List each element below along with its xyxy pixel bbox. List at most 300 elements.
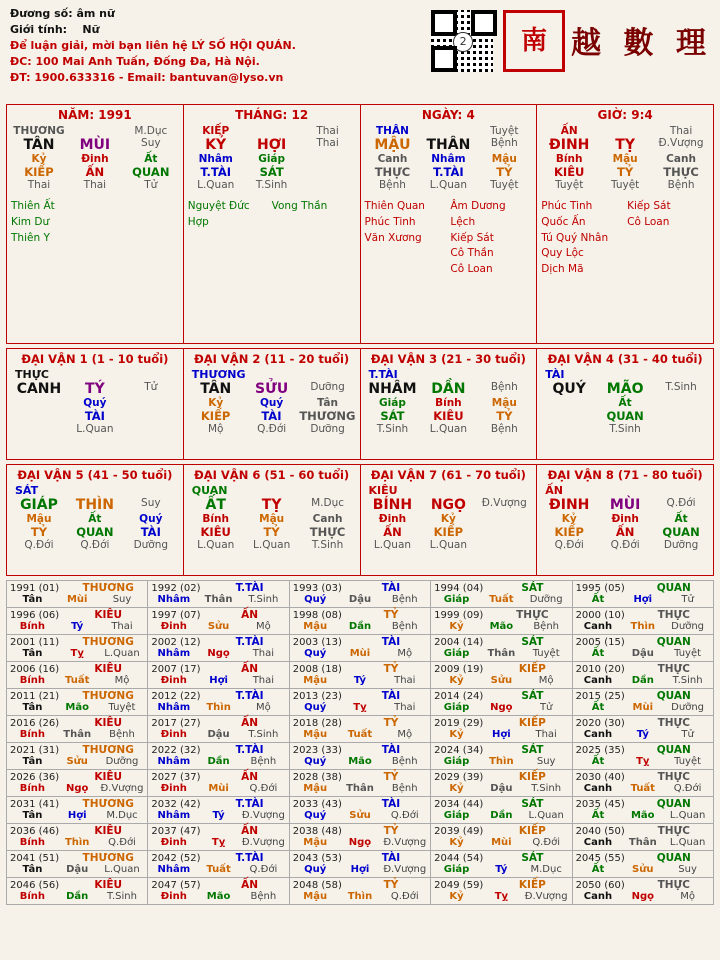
- dai-van-section-2: [6, 464, 714, 576]
- pillar-tengods-row: T.TÀI SÁT: [200, 165, 284, 179]
- year-label: 2004 (14): [434, 637, 484, 648]
- year-stem: Ất: [591, 864, 605, 875]
- year-stage: Q.Đới: [532, 837, 561, 848]
- year-stage: L.Quan: [104, 864, 140, 875]
- year-ten-god: THƯƠNG: [82, 690, 134, 702]
- year-stem: Canh: [583, 621, 613, 632]
- year-ten-god: SÁT: [521, 582, 544, 594]
- year-cell[interactable]: [7, 770, 148, 797]
- qr-code-icon: [431, 10, 493, 72]
- dai-van-8: ĐẠI VẬN 8 (71 - 80 tuổi) ẤN ĐINH MÙI Q.Đới Kỷ Đinh Ất KIẾP ẤN QUAN Q.Đới Q.Đới Dưỡng: [545, 468, 703, 551]
- table-row: [7, 608, 714, 635]
- year-label: 2034 (44): [434, 799, 484, 810]
- year-cell[interactable]: [572, 716, 713, 743]
- year-ten-god: T.TÀI: [235, 744, 264, 756]
- year-branch: Dần: [490, 810, 513, 821]
- year-cell[interactable]: [431, 716, 572, 743]
- year-branch: Tý: [495, 864, 508, 875]
- dai-van-5: ĐẠI VẬN 5 (41 - 50 tuổi) SÁT GIÁP THÌN Suy Mậu Ất Quý TỶ QUAN TÀI Q.Đới Q.Đới Dưỡng: [7, 465, 184, 575]
- year-stem: Bính: [19, 675, 46, 686]
- year-stage: T.Sinh: [531, 783, 562, 794]
- year-stem: Quý: [304, 756, 327, 767]
- year-ten-god: T.TÀI: [235, 636, 264, 648]
- year-stem: Giáp: [443, 702, 470, 713]
- year-stage: L.Quan: [669, 837, 706, 848]
- year-label: 2018 (28): [292, 718, 342, 729]
- year-label: 2032 (42): [151, 799, 201, 810]
- year-stem: Canh: [583, 783, 613, 794]
- year-cell[interactable]: [148, 797, 289, 824]
- year-ten-god: SÁT: [521, 636, 544, 648]
- year-stem: Giáp: [443, 648, 470, 659]
- year-branch: Mão: [630, 810, 655, 821]
- year-branch: Mão: [65, 702, 89, 713]
- year-cell[interactable]: [148, 824, 289, 851]
- dai-van-3: ĐẠI VẬN 3 (21 - 30 tuổi) T.TÀI NHÂM DẦN Bệnh Giáp Bính Mậu SÁT KIÊU TỶ T.Sinh L.Quan Bệnh: [361, 349, 538, 459]
- year-ten-god: T.TÀI: [235, 852, 264, 864]
- year-branch: Thìn: [64, 837, 90, 848]
- year-branch: Thân: [204, 594, 233, 605]
- year-stem: Ất: [591, 594, 605, 605]
- year-stage: Q.Đới: [673, 783, 702, 794]
- year-stem: Canh: [583, 729, 613, 740]
- table-row: [7, 581, 714, 608]
- year-label: 2017 (27): [151, 718, 201, 729]
- year-label: 2038 (48): [292, 826, 342, 837]
- year-cell[interactable]: [148, 662, 289, 689]
- year-stage: Bệnh: [109, 729, 135, 740]
- year-stage: Thai: [252, 675, 275, 686]
- year-ten-god: TỶ: [383, 825, 399, 837]
- year-stem: Kỷ: [449, 621, 464, 632]
- year-label: 2011 (21): [10, 691, 60, 702]
- year-stem: Đinh: [160, 837, 187, 848]
- year-branch: Tuất: [489, 594, 514, 605]
- pillar-top-row: ẤN Thai: [560, 125, 693, 137]
- year-ten-god: THƯƠNG: [82, 744, 134, 756]
- pillar-hidden-row: Bính Mậu Canh: [555, 153, 696, 165]
- year-label: 2012 (22): [151, 691, 201, 702]
- pillar-stages-row: L.Quan T.Sinh: [197, 179, 288, 191]
- year-stage: Thai: [111, 621, 133, 632]
- year-cell[interactable]: [289, 878, 430, 905]
- year-cell[interactable]: [431, 797, 572, 824]
- year-cell[interactable]: [289, 743, 430, 770]
- year-ten-god: KIÊU: [94, 609, 123, 621]
- table-row: [7, 689, 714, 716]
- year-stem: Bính: [19, 783, 46, 794]
- year-ten-god: TÀI: [381, 690, 401, 702]
- year-branch: Ngọ: [631, 891, 654, 902]
- year-cell[interactable]: [7, 581, 148, 608]
- year-label: 2001 (11): [10, 637, 60, 648]
- table-row: [7, 851, 714, 878]
- year-cell[interactable]: [289, 797, 430, 824]
- year-branch: Thân: [487, 648, 516, 659]
- year-label: 2022 (32): [151, 745, 201, 756]
- year-stem: Bính: [19, 621, 46, 632]
- year-ten-god: QUAN: [656, 690, 691, 702]
- year-stem: Mậu: [303, 891, 328, 902]
- year-branch: Tỵ: [211, 837, 226, 848]
- year-ten-god: TÀI: [381, 744, 401, 756]
- year-stage: Mộ: [397, 648, 413, 659]
- year-label: 1999 (09): [434, 610, 484, 621]
- year-stem: Mậu: [303, 837, 328, 848]
- year-branch: Mão: [489, 621, 514, 632]
- year-stem: Canh: [583, 891, 613, 902]
- year-label: 1991 (01): [10, 583, 60, 594]
- year-branch: Thìn: [206, 702, 231, 713]
- year-stem: Quý: [304, 648, 327, 659]
- year-branch: Hợi: [633, 594, 653, 605]
- year-label: 2031 (41): [10, 799, 60, 810]
- year-stage: Thai: [252, 648, 275, 659]
- year-cell[interactable]: [7, 689, 148, 716]
- year-stage: Bệnh: [250, 756, 277, 767]
- year-cell[interactable]: [431, 689, 572, 716]
- year-label: 2010 (20): [575, 664, 625, 675]
- pillar-tengods-row: KIẾP ẤN QUAN: [24, 165, 170, 179]
- dai-van-7: ĐẠI VẬN 7 (61 - 70 tuổi) KIÊU BÍNH NGỌ Đ.Vượng Đinh Kỷ ẤN KIẾP L.Quan L.Quan: [361, 465, 538, 575]
- year-stem: Tân: [22, 810, 43, 821]
- year-stem: Tân: [22, 864, 43, 875]
- year-stage: T.Sinh: [672, 675, 703, 686]
- year-cell[interactable]: [289, 608, 430, 635]
- year-branch: Dậu: [207, 729, 230, 740]
- year-label: 1997 (07): [151, 610, 201, 621]
- year-branch: Dần: [348, 621, 372, 632]
- year-branch: Ngọ: [207, 648, 230, 659]
- year-branch: Thìn: [630, 621, 656, 632]
- year-stem: Mậu: [303, 621, 328, 632]
- year-cell[interactable]: [572, 797, 713, 824]
- year-label: 2007 (17): [151, 664, 201, 675]
- year-cell[interactable]: [148, 581, 289, 608]
- year-stem: Tân: [22, 756, 43, 767]
- year-label: 2044 (54): [434, 853, 484, 864]
- year-label: 2050 (60): [575, 880, 625, 891]
- pillar-stars: Thiên Ất Kim Dư Thiên Y: [11, 200, 55, 244]
- year-label: 2024 (34): [434, 745, 484, 756]
- year-label: 1992 (02): [151, 583, 201, 594]
- year-ten-god: TÀI: [381, 636, 401, 648]
- year-ten-god: TÀI: [381, 852, 401, 864]
- year-cell[interactable]: [7, 662, 148, 689]
- year-ten-god: THƯƠNG: [82, 852, 134, 864]
- year-ten-god: THƯƠNG: [82, 582, 134, 594]
- year-stem: Kỷ: [449, 837, 464, 848]
- year-cell[interactable]: [431, 743, 572, 770]
- year-stem: Nhâm: [157, 810, 191, 821]
- pillar-stars: Nguyệt Đức Hợp Vong Thần: [187, 200, 328, 228]
- year-branch: Hợi: [492, 729, 511, 740]
- year-stage: M.Dục: [106, 810, 138, 821]
- year-stem: Nhâm: [157, 648, 191, 659]
- year-cell[interactable]: [7, 878, 148, 905]
- year-ten-god: KIẾP: [518, 825, 546, 837]
- year-ten-god: SÁT: [521, 852, 544, 864]
- table-row: [7, 797, 714, 824]
- year-stage: Q.Đới: [390, 891, 419, 902]
- year-label: 2014 (24): [434, 691, 484, 702]
- year-stage: Mộ: [538, 675, 554, 686]
- year-stem: Tân: [22, 702, 43, 713]
- year-ten-god: THỰC: [657, 663, 690, 675]
- year-label: 2030 (40): [575, 772, 625, 783]
- year-branch: Dậu: [66, 864, 89, 875]
- year-ten-god: T.TÀI: [235, 582, 264, 594]
- year-stage: Q.Đới: [390, 810, 419, 821]
- year-label: 2046 (56): [10, 880, 60, 891]
- year-stage: L.Quan: [669, 810, 706, 821]
- year-stage: Thai: [535, 729, 557, 740]
- year-stem: Mậu: [303, 675, 328, 686]
- year-stage: L.Quan: [104, 648, 140, 659]
- year-cell[interactable]: [148, 689, 289, 716]
- year-cell[interactable]: [572, 851, 713, 878]
- year-label: 2040 (50): [575, 826, 625, 837]
- year-cell[interactable]: [431, 608, 572, 635]
- table-row: [7, 770, 714, 797]
- pillar-hidden-row: Canh Nhâm Mậu: [377, 153, 517, 165]
- year-stem: Ất: [591, 702, 605, 713]
- year-cell[interactable]: [431, 851, 572, 878]
- gender-line: [10, 22, 431, 38]
- year-ten-god: KIẾP: [518, 771, 546, 783]
- year-cell[interactable]: [7, 743, 148, 770]
- year-label: 2049 (59): [434, 880, 484, 891]
- year-cell[interactable]: [572, 689, 713, 716]
- year-branch: Mùi: [632, 702, 654, 713]
- year-stem: Bính: [19, 729, 46, 740]
- year-branch: Mùi: [208, 783, 229, 794]
- year-label: 2041 (51): [10, 853, 60, 864]
- year-stage: Q.Đới: [249, 783, 278, 794]
- year-stage: Mộ: [397, 729, 413, 740]
- year-cell[interactable]: [431, 581, 572, 608]
- year-ten-god: ẤN: [241, 825, 259, 837]
- year-label: 1996 (06): [10, 610, 60, 621]
- year-ten-god: KIẾP: [518, 663, 546, 675]
- year-branch: Dần: [631, 675, 654, 686]
- year-ten-god: KIÊU: [94, 663, 123, 675]
- year-ten-god: QUAN: [656, 852, 691, 864]
- dai-van-1: ĐẠI VẬN 1 (1 - 10 tuổi) THỰC CANH TÝ Tử Quý TÀI L.Quan: [7, 349, 184, 459]
- year-branch: Ngọ: [65, 783, 89, 794]
- year-branch: Dần: [207, 756, 230, 767]
- year-cell[interactable]: [289, 716, 430, 743]
- year-label: 2033 (43): [292, 799, 342, 810]
- year-cell[interactable]: [431, 824, 572, 851]
- year-ten-god: KIẾP: [518, 879, 546, 891]
- year-label: 2020 (30): [575, 718, 625, 729]
- year-cell[interactable]: [289, 824, 430, 851]
- year-branch: Tỵ: [636, 756, 650, 767]
- year-stage: Mộ: [256, 621, 271, 632]
- year-stem: Đinh: [160, 783, 187, 794]
- year-cell[interactable]: [7, 635, 148, 662]
- year-cell[interactable]: [7, 608, 148, 635]
- year-branch: Thân: [346, 783, 374, 794]
- year-cell[interactable]: [572, 824, 713, 851]
- year-cell[interactable]: [289, 581, 430, 608]
- year-stem: Tân: [22, 594, 43, 605]
- year-label: 1994 (04): [434, 583, 484, 594]
- dai-van-2: ĐẠI VẬN 2 (11 - 20 tuổi) THƯƠNG TÂN SỬU Dưỡng Kỷ Quý Tân KIẾP TÀI THƯƠNG Mộ Q.Đới Dưỡng: [184, 349, 361, 459]
- year-stage: Bệnh: [533, 621, 560, 632]
- pillar-title: GIỜ: 9:4: [597, 108, 653, 122]
- year-stage: Bệnh: [250, 891, 277, 902]
- year-ten-god: TÀI: [381, 798, 401, 810]
- year-branch: Thân: [63, 729, 92, 740]
- year-cell[interactable]: [289, 689, 430, 716]
- pillar-stars: Thiên Quan Phúc Tinh Văn Xương Âm Dương Lệch Kiếp Sát Cô Thần Cô Loan: [364, 200, 506, 275]
- year-cell[interactable]: [572, 635, 713, 662]
- dai-van-6: ĐẠI VẬN 6 (51 - 60 tuổi) QUAN ẤT TỴ M.Dục Bính Mậu Canh KIÊU TỶ THỰC L.Quan L.Quan T.Sinh: [184, 465, 361, 575]
- year-stage: Dưỡng: [529, 594, 563, 605]
- year-cell[interactable]: [572, 608, 713, 635]
- year-ten-god: ẤN: [241, 717, 259, 729]
- year-branch: Tuất: [347, 729, 373, 740]
- year-branch: Dậu: [348, 594, 372, 605]
- year-cell[interactable]: [148, 770, 289, 797]
- year-cell[interactable]: [7, 824, 148, 851]
- year-stem: Giáp: [443, 864, 470, 875]
- year-stem: Kỷ: [449, 891, 464, 902]
- year-stem: Ất: [591, 648, 605, 659]
- gender-value: Nữ: [82, 22, 100, 36]
- year-label: 2042 (52): [151, 853, 201, 864]
- year-stage: M.Dục: [530, 864, 562, 875]
- year-stem: Nhâm: [157, 864, 191, 875]
- page-header: [0, 0, 720, 104]
- year-table-body: [7, 581, 714, 905]
- year-label: 2008 (18): [292, 664, 342, 675]
- year-branch: Sửu: [207, 621, 230, 632]
- year-cell[interactable]: [148, 716, 289, 743]
- year-cell[interactable]: [289, 851, 430, 878]
- year-stage: Suy: [678, 864, 697, 875]
- year-cell[interactable]: [431, 878, 572, 905]
- year-stem: Quý: [304, 594, 327, 605]
- year-branch: Mão: [348, 756, 372, 767]
- year-cell[interactable]: [572, 743, 713, 770]
- year-label: 2029 (39): [434, 772, 484, 783]
- year-cell[interactable]: [148, 878, 289, 905]
- pillar-tengods-row: KIÊU TỶ THỰC: [554, 165, 699, 179]
- year-stage: Mộ: [114, 675, 130, 686]
- year-cell[interactable]: [572, 878, 713, 905]
- year-cell[interactable]: [572, 770, 713, 797]
- year-ten-god: SÁT: [521, 744, 544, 756]
- year-cell[interactable]: [289, 770, 430, 797]
- year-label: 2021 (31): [10, 745, 60, 756]
- pillar-stars: Phúc Tinh Quốc Ấn Tú Quý Nhân Quy Lộc Dịch Mã Kiếp Sát Cô Loan: [541, 200, 671, 275]
- year-cell[interactable]: [572, 662, 713, 689]
- year-cell[interactable]: [572, 581, 713, 608]
- year-stem: Kỷ: [449, 783, 464, 794]
- pillar-top-row: THÂN Tuyệt: [376, 125, 519, 137]
- year-branch: Tỵ: [494, 891, 509, 902]
- year-label: 2019 (29): [434, 718, 484, 729]
- logo-text: 越 數 理: [571, 26, 712, 61]
- year-branch: Tý: [71, 621, 84, 632]
- year-branch: Thìn: [347, 891, 373, 902]
- year-ten-god: QUAN: [656, 582, 691, 594]
- year-cell[interactable]: [289, 662, 430, 689]
- pillar-stems-row: ĐINH TỴ Đ.Vượng: [549, 137, 704, 153]
- year-cell[interactable]: [431, 635, 572, 662]
- year-ten-god: TỶ: [383, 717, 399, 729]
- year-cell[interactable]: [7, 716, 148, 743]
- year-stage: Tử: [681, 594, 694, 605]
- year-cell[interactable]: [148, 851, 289, 878]
- year-branch: Dần: [66, 891, 89, 902]
- pillar-stems-row: KỶ HỢI Thai: [205, 137, 339, 153]
- client-info: [10, 6, 431, 104]
- year-branch: Thân: [628, 837, 657, 848]
- year-label: 2000 (10): [575, 610, 625, 621]
- year-branch: Tuất: [630, 783, 655, 794]
- year-stage: Tử: [681, 729, 694, 740]
- year-ten-god: T.TÀI: [235, 798, 264, 810]
- year-label: 2016 (26): [10, 718, 60, 729]
- year-stem: Đinh: [160, 891, 187, 902]
- year-cell[interactable]: [148, 608, 289, 635]
- pillar-month: [184, 105, 361, 343]
- year-ten-god: SÁT: [521, 690, 544, 702]
- year-ten-god: SÁT: [521, 798, 544, 810]
- year-stem: Ất: [591, 756, 605, 767]
- year-branch: Tỵ: [70, 648, 84, 659]
- year-stem: Nhâm: [157, 594, 191, 605]
- year-cell[interactable]: [289, 635, 430, 662]
- year-branch: Mùi: [66, 594, 88, 605]
- year-stage: Đ.Vượng: [383, 837, 427, 848]
- year-cell[interactable]: [7, 851, 148, 878]
- year-stage: Bệnh: [391, 594, 418, 605]
- year-cell[interactable]: [148, 743, 289, 770]
- year-ten-god: KIÊU: [94, 771, 123, 783]
- year-branch: Thìn: [489, 756, 514, 767]
- gender-label: Giới tính:: [10, 22, 68, 36]
- table-row: [7, 743, 714, 770]
- year-stage: Mộ: [256, 702, 271, 713]
- year-stem: Mậu: [303, 729, 328, 740]
- pillar-title: NGÀY: 4: [421, 108, 475, 122]
- year-stem: Mậu: [303, 783, 328, 794]
- year-branch: Mão: [206, 891, 231, 902]
- year-cell[interactable]: [7, 797, 148, 824]
- year-branch: Tỵ: [353, 702, 367, 713]
- year-stem: Kỷ: [449, 675, 464, 686]
- year-stage: T.Sinh: [248, 729, 279, 740]
- year-ten-god: TỶ: [383, 771, 399, 783]
- year-cell[interactable]: [148, 635, 289, 662]
- year-stage: Bệnh: [391, 621, 418, 632]
- year-branch: Mùi: [349, 648, 371, 659]
- year-ten-god: ẤN: [241, 663, 259, 675]
- year-cell[interactable]: [431, 770, 572, 797]
- year-stage: Q.Đới: [108, 837, 136, 848]
- year-stem: Kỷ: [449, 729, 464, 740]
- year-label: 2026 (36): [10, 772, 60, 783]
- year-ten-god: KIÊU: [94, 825, 123, 837]
- pillar-stages-row: Thai Thai Tử: [27, 179, 158, 191]
- year-cell[interactable]: [431, 662, 572, 689]
- year-ten-god: KIÊU: [94, 879, 123, 891]
